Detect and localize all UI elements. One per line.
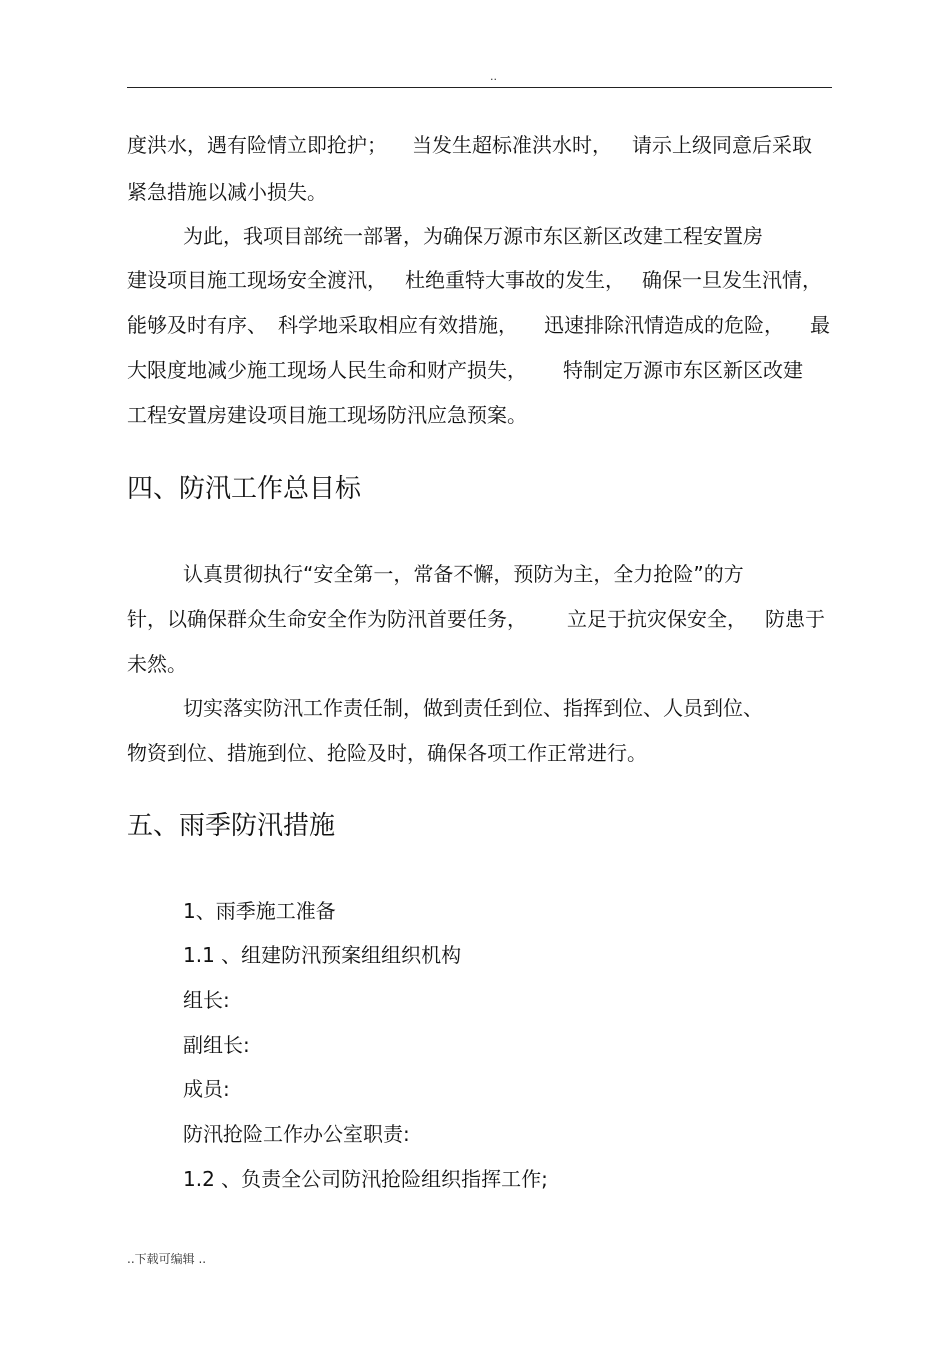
text-segment: 物资到位、措施到位、抢险及时，确保各项工作正常进行。 xyxy=(127,741,647,765)
text-segment: 度洪水，遇有险情立即抢护； xyxy=(127,133,387,157)
header-rule xyxy=(127,87,832,88)
text-segment: 切实落实防汛工作责任制，做到责任到位、指挥到位、人员到位、 xyxy=(183,696,763,720)
text-segment: 能够及时有序、 xyxy=(127,313,267,337)
list-item: 1.2 、负责全公司防汛抢险组织指挥工作; xyxy=(183,1167,548,1191)
text-segment: 大限度地减少施工现场人民生命和财产损失， xyxy=(127,358,527,382)
list-item: 防汛抢险工作办公室职责: xyxy=(183,1122,410,1146)
page-footer: ..下载可编辑 .. xyxy=(127,1252,207,1266)
text-line xyxy=(0,356,950,396)
text-segment: 紧急措施以减小损失。 xyxy=(127,180,327,204)
text-segment: 确保一旦发生汛情， xyxy=(642,268,822,292)
list-item: 1.1 、组建防汛预案组组织机构 xyxy=(183,943,462,967)
header-mark: .. xyxy=(490,70,497,83)
text-segment: 最 xyxy=(810,313,830,337)
text-line xyxy=(0,311,950,351)
text-segment: 针，以确保群众生命安全作为防汛首要任务， xyxy=(127,607,527,631)
text-line xyxy=(0,401,950,441)
text-segment: 杜绝重特大事故的发生， xyxy=(405,268,625,292)
text-line xyxy=(0,650,950,690)
text-line xyxy=(0,266,950,306)
section-heading: 四、防汛工作总目标 xyxy=(127,474,362,504)
text-segment: 请示上级同意后采取 xyxy=(632,133,812,157)
text-line xyxy=(0,605,950,645)
text-segment: 当发生超标准洪水时， xyxy=(412,133,612,157)
list-item: 副组长: xyxy=(183,1033,250,1057)
text-segment: 防患于 xyxy=(765,607,825,631)
text-segment: 认真贯彻执行“安全第一，常备不懈，预防为主，全力抢险”的方 xyxy=(183,562,744,586)
section-heading: 五、雨季防汛措施 xyxy=(127,811,336,841)
text-segment: 工程安置房建设项目施工现场防汛应急预案。 xyxy=(127,403,527,427)
text-segment: 立足于抗灾保安全， xyxy=(567,607,747,631)
text-line xyxy=(0,222,950,262)
text-line xyxy=(0,694,950,734)
text-line xyxy=(0,178,950,218)
text-segment: 为此，我项目部统一部署，为确保万源市东区新区改建工程安置房 xyxy=(183,224,763,248)
text-segment: 未然。 xyxy=(127,652,187,676)
text-segment: 特制定万源市东区新区改建 xyxy=(563,358,803,382)
list-item: 成员: xyxy=(183,1077,230,1101)
text-line xyxy=(0,560,950,600)
list-item: 1、雨季施工准备 xyxy=(183,899,336,923)
text-line xyxy=(0,739,950,779)
text-segment: 科学地采取相应有效措施， xyxy=(278,313,518,337)
list-item: 组长: xyxy=(183,988,230,1012)
text-segment: 迅速排除汛情造成的危险， xyxy=(544,313,784,337)
text-line xyxy=(0,131,950,171)
text-segment: 建设项目施工现场安全渡汛， xyxy=(127,268,387,292)
